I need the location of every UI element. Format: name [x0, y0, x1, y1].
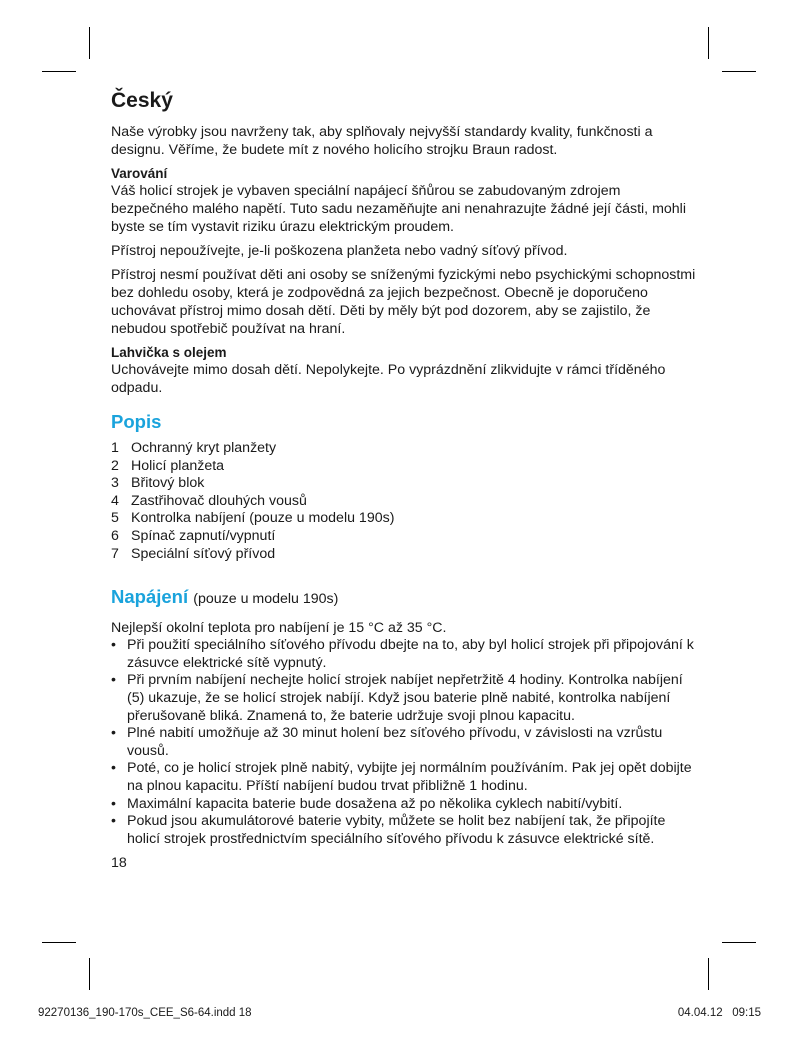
page-title: Český: [111, 89, 173, 112]
list-item: [111, 725, 701, 760]
list-item-label: Zastřihovač dlouhých vousů: [131, 492, 307, 509]
list-item-label: Břitový blok: [131, 475, 205, 492]
crop-mark: [42, 942, 76, 943]
crop-mark: [89, 958, 90, 990]
crop-mark: [708, 27, 709, 59]
list-item: [111, 813, 701, 848]
bullet-icon: •: [111, 672, 116, 689]
popis-section: [111, 410, 701, 563]
list-item-label: Speciální síťový přívod: [131, 545, 276, 562]
crop-mark: [89, 27, 90, 59]
warning-text: Váš holicí strojek je vybaven speciální napájecí šňůrou se zabudovaným zdrojem bezpečného malého napětí. Tuto sadu nezaměňujte ani nenahrazujte žádné její části, mohli byste se tím vystavit riziku úrazu elektrickým proudem.: [111, 183, 686, 235]
list-item-number: 1: [111, 440, 119, 456]
bullet-text: Při použití speciálního síťového přívodu dbejte na to, aby byl holicí strojek při připojování k zásuvce elektrické sítě vypnutý.: [127, 637, 694, 671]
list-item-number: 6: [111, 527, 119, 544]
list-item: [111, 672, 701, 725]
bullet-text: Plné nabití umožňuje až 30 minut holení bez síťového přívodu, v závislosti na vzrůstu vousů.: [127, 725, 663, 759]
list-item: [111, 796, 701, 814]
crop-mark: [42, 71, 76, 72]
list-item-number: 2: [111, 457, 119, 474]
napajeni-intro: Nejlepší okolní teplota pro nabíjení je 15 °C až 35 °C.: [111, 620, 447, 637]
page-content: [111, 88, 701, 872]
crop-mark: [722, 71, 756, 72]
bullet-text: Při prvním nabíjení nechejte holicí strojek nabíjet nepřetržitě 4 hodiny. Kontrolka nabíjení (5) ukazuje, že se holicí strojek nabíjí. Když jsou baterie plně nabité, kontrolka nabíjení přerušovaně bliká. Znamená to, že baterie udržuje svoji plnou kapacitu.: [127, 672, 683, 724]
crop-mark: [722, 942, 756, 943]
list-item: [111, 475, 701, 493]
oil-section: [111, 344, 701, 397]
bullet-text: Maximální kapacita baterie bude dosažena až po několika cyklech nabití/vybití.: [127, 795, 623, 812]
napajeni-section: [111, 585, 701, 848]
footer-file-info: 92270136_190-170s_CEE_S6-64.indd 18: [38, 1007, 252, 1019]
oil-text: Uchovávejte mimo dosah dětí. Nepolykejte. Po vyprázdnění zlikvidujte v rámci tříděného odpadu.: [111, 362, 666, 396]
list-item-label: Kontrolka nabíjení (pouze u modelu 190s): [131, 510, 395, 527]
list-item-number: 4: [111, 492, 119, 509]
damage-paragraph: Přístroj nepoužívejte, je-li poškozena planžeta nebo vadný síťový přívod.: [111, 243, 568, 259]
list-item-number: 7: [111, 545, 119, 562]
bullet-icon: •: [111, 725, 116, 742]
page-number: 18: [111, 855, 127, 872]
list-item: [111, 458, 701, 476]
oil-title: Lahvička s olejem: [111, 345, 227, 360]
list-item: [111, 637, 701, 672]
list-item: [111, 493, 701, 511]
list-item: [111, 546, 701, 564]
bullet-icon: •: [111, 637, 116, 654]
list-item-label: Spínač zapnutí/vypnutí: [131, 527, 276, 544]
bullet-text: Poté, co je holicí strojek plně nabitý, vybijte jej normálním používáním. Pak jej opět dobijte na plnou kapacitu. Příští nabíjení budou trvat přibližně 1 hodinu.: [127, 760, 692, 794]
popis-title: Popis: [111, 411, 162, 432]
list-item-label: Holicí planžeta: [131, 457, 225, 474]
children-paragraph: Přístroj nesmí používat děti ani osoby se sníženými fyzickými nebo psychickými schopnostmi bez dohledu osoby, která je zodpovědná za jejich bezpečnost. Obecně je doporučeno uchovávat přístroj mimo dosah dětí. Děti by měly být pod dozorem, aby se zajistilo, že nebudou spotřebič používat na hraní.: [111, 267, 696, 337]
list-item-number: 3: [111, 475, 119, 492]
bullet-icon: •: [111, 813, 116, 830]
napajeni-title: Napájení: [111, 586, 189, 608]
footer-timestamp: 04.04.12 09:15: [677, 1007, 761, 1019]
list-item: [111, 528, 701, 546]
list-item: [111, 440, 701, 458]
napajeni-note: (pouze u modelu 190s): [193, 591, 339, 608]
list-item: [111, 760, 701, 795]
intro-paragraph: Naše výrobky jsou navrženy tak, aby splňovaly nejvyšší standardy kvality, funkčnosti a designu. Věříme, že budete mít z nového holicího strojku Braun radost.: [111, 124, 653, 158]
napajeni-bullet-list: [111, 637, 701, 848]
napajeni-heading: [111, 585, 701, 611]
bullet-text: Pokud jsou akumulátorové baterie vybity, můžete se holit bez nabíjení tak, že připojíte holicí strojek prostřednictvím speciálního síťového přívodu k zásuvce elektrické sítě.: [127, 813, 666, 847]
crop-mark: [708, 958, 709, 990]
warning-section: [111, 165, 701, 236]
parts-list: [111, 440, 701, 563]
bullet-icon: •: [111, 795, 116, 812]
list-item-number: 5: [111, 510, 119, 527]
bullet-icon: •: [111, 760, 116, 777]
warning-title: Varování: [111, 166, 168, 181]
list-item: [111, 510, 701, 528]
list-item-label: Ochranný kryt planžety: [131, 440, 277, 456]
